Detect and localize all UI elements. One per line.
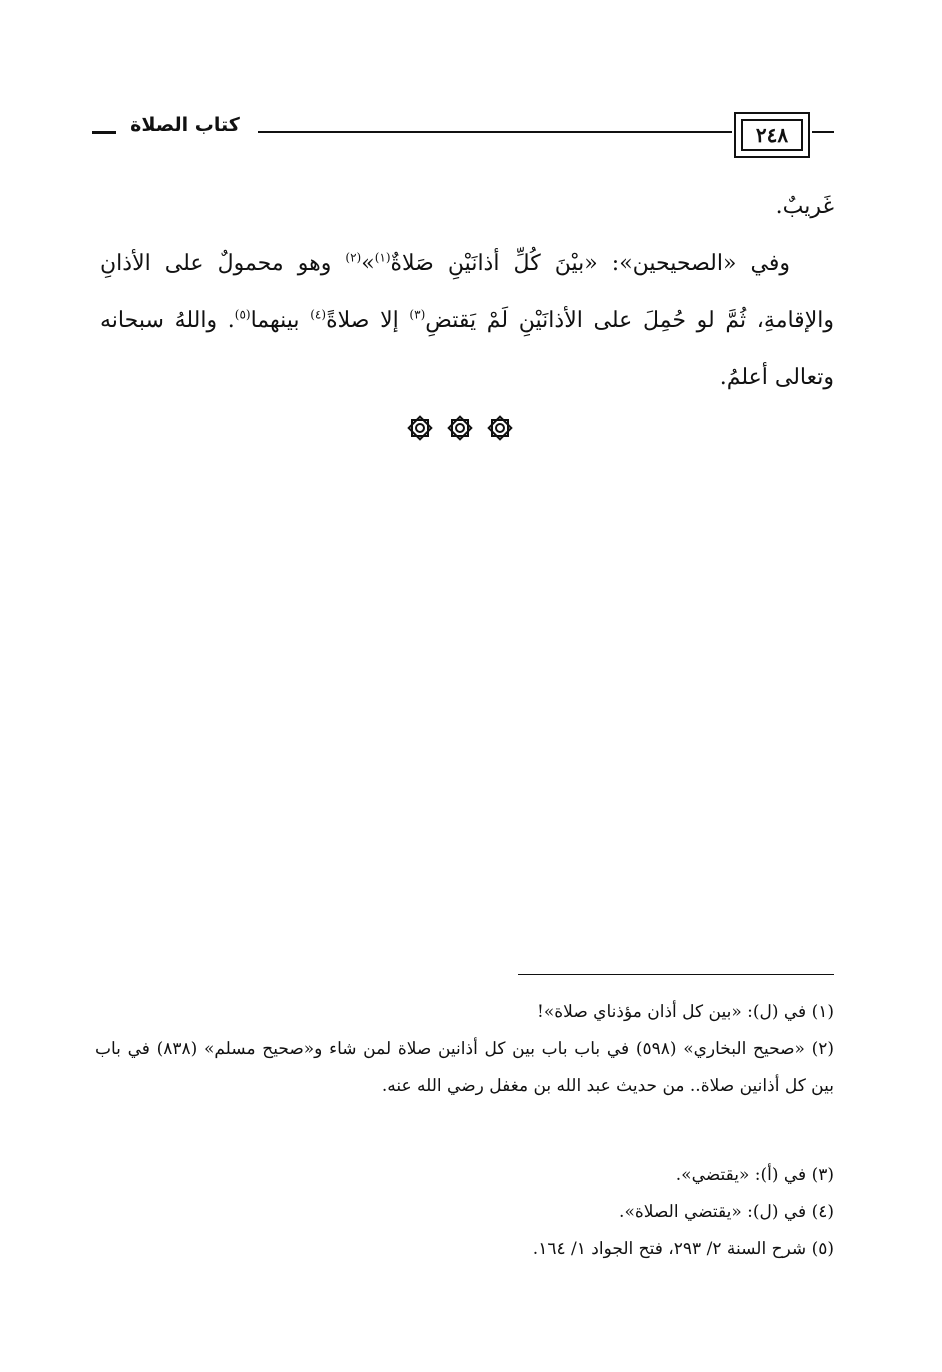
paragraph-part: وهو محمولٌ على الأذانِ والإقامةِ، ثُمَّ لو حُمِلَ على الأذانَيْنِ لَمْ يَقتضِ <box>100 251 834 333</box>
page-number-frame <box>734 112 810 158</box>
paragraph-part: » <box>361 251 375 276</box>
footnote-ref: (٣) <box>409 307 426 322</box>
footnote: (٣) في (أ): «يقتضي». <box>675 1165 834 1185</box>
footnote-ref: (٥) <box>234 307 251 322</box>
section-divider <box>405 410 515 446</box>
footnotes-block <box>95 1157 834 1268</box>
paragraph-part: وفي «الصحيحين»: «بيْنَ كُلِّ أذانَيْنِ صَلاةٌ <box>390 251 790 276</box>
header-rule <box>258 131 732 133</box>
footnote: (٤) في (ل): «يقتضي الصلاة». <box>619 1202 834 1222</box>
footnote: (١) في (ل): «بين كل أذان مؤذناي صلاة»! <box>537 1002 834 1022</box>
eight-point-star-icon <box>445 413 475 443</box>
header-rule-right <box>812 131 834 133</box>
paragraph-part: بينهما <box>250 308 311 333</box>
footnote-ref: (٤) <box>310 307 327 322</box>
paragraph <box>100 235 834 406</box>
footnotes-block <box>95 994 834 1105</box>
running-title: كتاب الصلاة <box>130 114 240 136</box>
main-text <box>100 178 834 406</box>
paragraph-part: . واللهُ سبحانه وتعالى أعلمُ. <box>100 308 834 390</box>
footnote: (٥) شرح السنة ٢/ ٢٩٣، فتح الجواد ١/ ١٦٤. <box>532 1239 834 1259</box>
continuation-line: غَريبٌ. <box>775 194 834 219</box>
paragraph-part: إلا صلاةً <box>326 308 410 333</box>
footnote-separator <box>518 974 834 975</box>
footnote-ref: (٢) <box>345 250 362 265</box>
footnote: (٢) «صحيح البخاري» (٥٩٨) في باب باب بين كل أذانين صلاة لمن شاء و«صحيح مسلم» (٨٣٨) في باب بين كل أذانين صلاة.. من حديث عبد الله بن مغفل رضي الله عنه. <box>95 1039 834 1096</box>
footnote-ref: (١) <box>374 250 391 265</box>
page-number: ٢٤٨ <box>741 119 803 151</box>
eight-point-star-icon <box>405 413 435 443</box>
header-dash <box>92 131 116 134</box>
eight-point-star-icon <box>485 413 515 443</box>
